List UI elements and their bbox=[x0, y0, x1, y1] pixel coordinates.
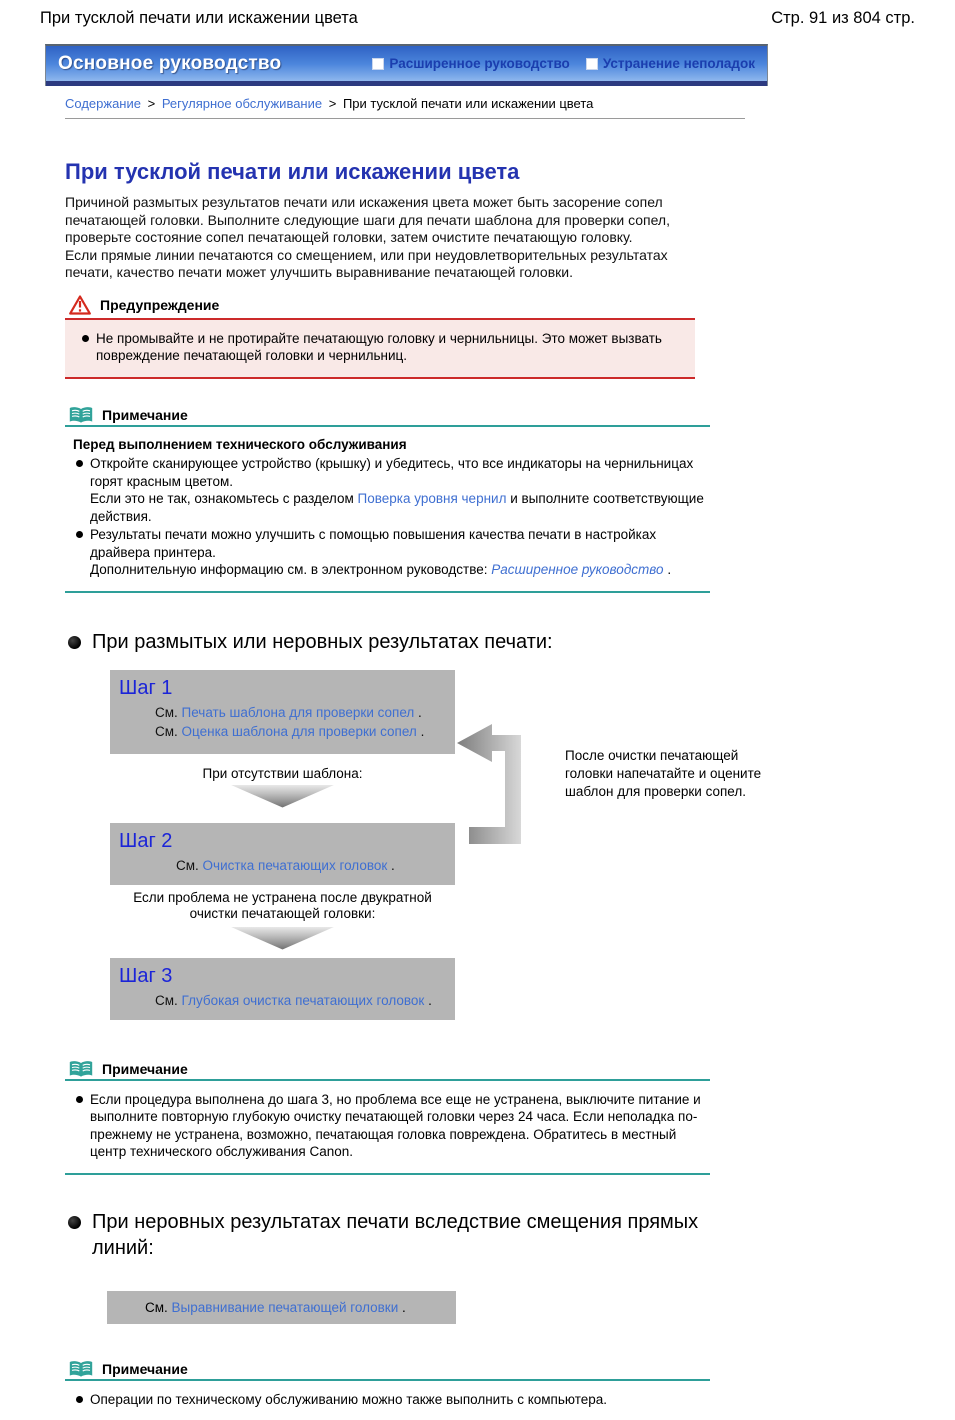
open-book-icon bbox=[69, 1060, 93, 1079]
warning-item bbox=[79, 330, 681, 365]
note-block-before-maintenance bbox=[65, 406, 710, 593]
note-item bbox=[73, 1091, 704, 1161]
bullet-icon bbox=[82, 335, 89, 342]
banner-links bbox=[372, 56, 755, 71]
note-item-text: и выполните соответствующие действия. bbox=[90, 491, 704, 524]
section-heading-blurred-print bbox=[68, 629, 718, 655]
note-item-text bbox=[90, 490, 704, 525]
checkbox-icon bbox=[372, 58, 384, 70]
breadcrumb-separator: > bbox=[148, 96, 156, 111]
flow-caption-no-pattern: При отсутствии шаблона: bbox=[110, 766, 455, 783]
banner-link-label: Устранение неполадок bbox=[603, 56, 755, 71]
warning-triangle-icon bbox=[69, 295, 91, 315]
note-item-text: Операции по техническому обслуживанию можно также выполнить с компьютера. bbox=[90, 1392, 607, 1407]
note-item-text: Если это не так, ознакомьтесь с разделом bbox=[90, 491, 354, 506]
note-title: Примечание bbox=[102, 1061, 188, 1077]
note-block-from-computer bbox=[65, 1360, 710, 1420]
section-bullet-icon bbox=[68, 1216, 81, 1229]
period: . bbox=[418, 705, 422, 720]
section-title: При неровных результатах печати вследствие смещения прямых линий: bbox=[92, 1209, 718, 1261]
checkbox-icon bbox=[586, 58, 598, 70]
note-item-text: . bbox=[667, 562, 671, 577]
note-heading bbox=[65, 406, 710, 427]
header-page-number: Стр. 91 из 804 стр. bbox=[771, 9, 915, 28]
flowchart bbox=[110, 670, 830, 1022]
note-block-deep-cleaning bbox=[65, 1060, 710, 1175]
note-item-text: Если процедура выполнена до шага 3, но проблема все еще не устранена, выключите питание и выполните повторную глубокую очистку печатающей головки через 24 часа. Если неполадка по-прежнему не устранена, возможно, печатающая головка повреждена. Обратитесь в местный центр технического обслуживания Canon. bbox=[90, 1092, 701, 1160]
step-1-title: Шаг 1 bbox=[119, 677, 455, 700]
breadcrumb-separator: > bbox=[329, 96, 337, 111]
bullet-icon bbox=[76, 460, 83, 467]
breadcrumb-current: При тусклой печати или искажении цвета bbox=[343, 96, 593, 111]
note-item-text: Дополнительную информацию см. в электронном руководстве: bbox=[90, 562, 487, 577]
see-label: См. bbox=[155, 705, 178, 720]
open-book-icon bbox=[69, 1360, 93, 1379]
warning-item-text: Не промывайте и не протирайте печатающую головку и чернильницы. Это может вызвать повреждение печатающей головки и чернильниц. bbox=[96, 331, 662, 364]
top-header bbox=[0, 0, 955, 28]
note-item bbox=[73, 526, 704, 579]
step-1-line bbox=[119, 703, 455, 723]
period: . bbox=[421, 724, 425, 739]
note-subtitle: Перед выполнением технического обслуживания bbox=[73, 436, 704, 454]
section-heading-misaligned-lines bbox=[68, 1209, 718, 1261]
note-item bbox=[73, 455, 704, 525]
step-3-title: Шаг 3 bbox=[119, 965, 455, 988]
link-print-head-deep-cleaning[interactable]: Глубокая очистка печатающих головок bbox=[182, 993, 425, 1008]
step-3-box bbox=[110, 958, 455, 1020]
down-arrow-icon bbox=[230, 927, 335, 950]
bullet-icon bbox=[76, 1096, 83, 1103]
note-item-text: Результаты печати можно улучшить с помощью повышения качества печати в настройках драйвера принтера. bbox=[90, 526, 704, 561]
warning-block bbox=[65, 295, 695, 379]
link-advanced-guide[interactable]: Расширенное руководство bbox=[491, 562, 663, 577]
note-body bbox=[65, 1381, 710, 1420]
link-examine-nozzle-check-pattern[interactable]: Оценка шаблона для проверки сопел bbox=[182, 724, 417, 739]
open-book-icon bbox=[69, 406, 93, 425]
link-print-head-alignment[interactable]: Выравнивание печатающей головки bbox=[172, 1300, 399, 1315]
loop-arrow-icon bbox=[455, 723, 525, 848]
link-print-head-cleaning[interactable]: Очистка печатающих головок bbox=[203, 858, 388, 873]
bullet-icon bbox=[76, 1396, 83, 1403]
flow-caption-problem-not-resolved: Если проблема не устранена после двукратной очистки печатающей головки: bbox=[110, 890, 455, 923]
banner-link-troubleshooting[interactable] bbox=[586, 56, 755, 71]
guide-banner bbox=[45, 44, 768, 86]
step-2-box bbox=[110, 823, 455, 885]
step-1-line bbox=[119, 722, 455, 742]
note-heading bbox=[65, 1360, 710, 1381]
warning-title: Предупреждение bbox=[100, 297, 219, 313]
warning-heading bbox=[65, 295, 695, 315]
see-label: См. bbox=[145, 1300, 168, 1315]
step-1-box bbox=[110, 670, 455, 754]
note-body bbox=[65, 1081, 710, 1175]
step-3-line bbox=[119, 991, 455, 1011]
bullet-icon bbox=[76, 531, 83, 538]
note-body bbox=[65, 427, 710, 593]
intro-text-2: Если прямые линии печатаются со смещением, или при неудовлетворительных результатах печати, качество печати может улучшить выравнивание печатающей головки. bbox=[65, 247, 705, 282]
see-label: См. bbox=[176, 858, 199, 873]
link-check-ink-level[interactable]: Поверка уровня чернил bbox=[358, 491, 507, 506]
see-label: См. bbox=[155, 993, 178, 1008]
period: . bbox=[391, 858, 395, 873]
loop-arrow-caption: После очистки печатающей головки напечатайте и оцените шаблон для проверки сопел. bbox=[565, 747, 780, 801]
intro-paragraph bbox=[65, 194, 705, 282]
link-print-nozzle-check-pattern[interactable]: Печать шаблона для проверки сопел bbox=[182, 705, 415, 720]
note-title: Примечание bbox=[102, 1361, 188, 1377]
section-title: При размытых или неровных результатах печати: bbox=[92, 629, 553, 655]
section-bullet-icon bbox=[68, 636, 81, 649]
head-alignment-box bbox=[107, 1291, 456, 1324]
see-label: См. bbox=[155, 724, 178, 739]
step-2-line bbox=[119, 856, 455, 876]
breadcrumb-link-maintenance[interactable]: Регулярное обслуживание bbox=[162, 96, 322, 111]
banner-link-advanced-guide[interactable] bbox=[372, 56, 569, 71]
step-2-title: Шаг 2 bbox=[119, 830, 455, 853]
warning-body bbox=[65, 318, 695, 379]
note-item bbox=[73, 1391, 704, 1409]
breadcrumb-link-contents[interactable]: Содержание bbox=[65, 96, 141, 111]
banner-link-label: Расширенное руководство bbox=[389, 56, 569, 71]
note-item-text: Откройте сканирующее устройство (крышку) и убедитесь, что все индикаторы на чернильницах горят красным цветом. bbox=[90, 455, 704, 490]
header-topic: При тусклой печати или искажении цвета bbox=[40, 9, 358, 28]
down-arrow-icon bbox=[230, 785, 335, 808]
note-title: Примечание bbox=[102, 407, 188, 423]
breadcrumb bbox=[65, 96, 745, 119]
note-item-text bbox=[90, 561, 704, 579]
period: . bbox=[402, 1300, 406, 1315]
page-title: При тусклой печати или искажении цвета bbox=[65, 159, 955, 185]
banner-title: Основное руководство bbox=[58, 53, 281, 75]
note-heading bbox=[65, 1060, 710, 1081]
intro-text-1: Причиной размытых результатов печати или искажения цвета может быть засорение сопел печатающей головки. Выполните следующие шаги для печати шаблона для проверки сопел, проверьте состояние сопел печатающей головки, затем очистите печатающую головку. bbox=[65, 194, 705, 247]
period: . bbox=[428, 993, 432, 1008]
